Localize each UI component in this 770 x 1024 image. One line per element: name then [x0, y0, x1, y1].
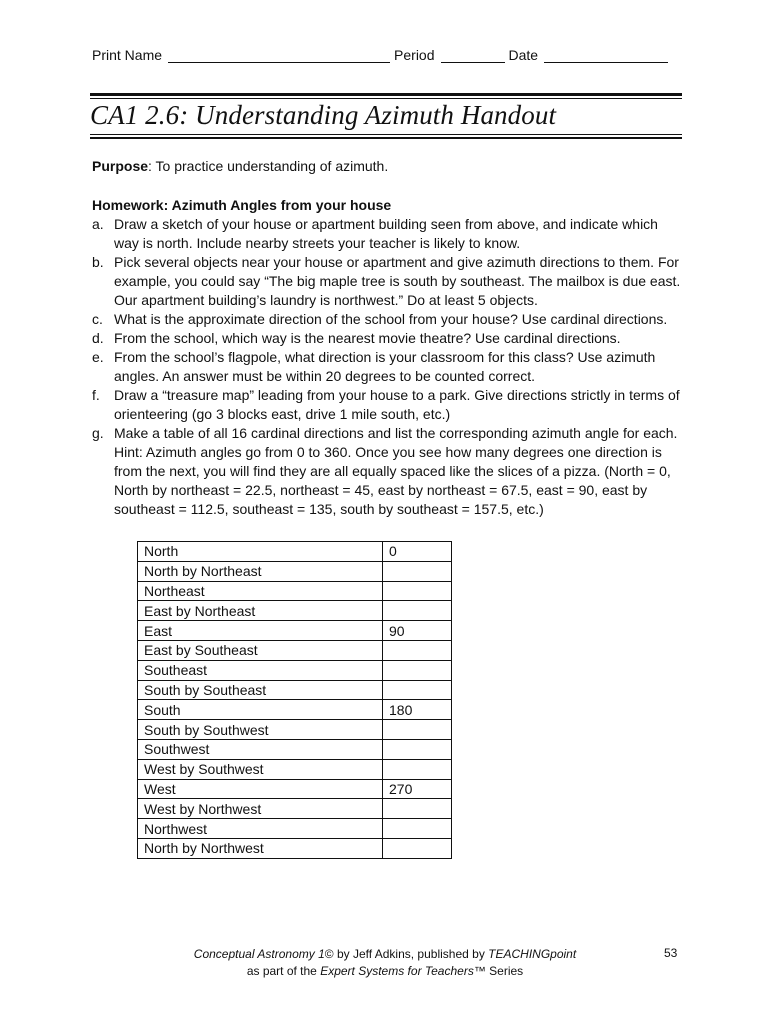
angle-cell: 90: [383, 621, 452, 641]
list-item: [92, 386, 684, 424]
direction-cell: South by Southeast: [138, 680, 383, 700]
page-title: CA1 2.6: Understanding Azimuth Handout: [90, 100, 557, 130]
list-item: [92, 215, 684, 253]
homework-heading: Homework: Azimuth Angles from your house: [92, 197, 392, 213]
table-row: [138, 561, 452, 581]
direction-cell: West: [138, 779, 383, 799]
table-row: [138, 819, 452, 839]
angle-cell: [383, 759, 452, 779]
item-text: Draw a “treasure map” leading from your house to a park. Give directions strictly in terms of orienteering (go 3 blocks east, drive 1 mile south, etc.): [114, 387, 680, 422]
list-item: [92, 253, 684, 310]
list-item: [92, 310, 684, 329]
angle-cell: [383, 819, 452, 839]
table-row: [138, 720, 452, 740]
direction-cell: Northeast: [138, 581, 383, 601]
item-text: What is the approximate direction of the school from your house? Use cardinal directions.: [114, 311, 668, 327]
table-row: [138, 601, 452, 621]
period-blank: [441, 48, 505, 63]
publisher-name: TEACHINGpoint: [488, 947, 577, 961]
book-title: Conceptual Astronomy 1: [193, 947, 325, 961]
list-item: [92, 348, 684, 386]
table-row: [138, 700, 452, 720]
item-text: Make a table of all 16 cardinal directions and list the corresponding azimuth angle for each. Hint: Azimuth angles go from 0 to 360. Once you see how many degrees one direction is from the next, you will find they are all equally spaced like the slices of a pizza. (North = 0, North by northeast = 22.5, northeast = 45, east by northeast = 67.5, east = 90, east by southeast = 112.5, southeast = 135, south by southeast = 157.5, etc.): [114, 425, 678, 517]
item-letter: b.: [92, 254, 104, 270]
table-row: [138, 838, 452, 858]
direction-cell: East: [138, 621, 383, 641]
item-letter: a.: [92, 216, 104, 232]
direction-cell: West by Northwest: [138, 799, 383, 819]
footer-line-1: [180, 946, 590, 963]
angle-cell: [383, 739, 452, 759]
direction-cell: North by Northeast: [138, 561, 383, 581]
angle-cell: 270: [383, 779, 452, 799]
print-name-label: Print Name: [92, 47, 163, 63]
page-number: 53: [664, 946, 678, 960]
direction-cell: Northwest: [138, 819, 383, 839]
direction-cell: South by Southwest: [138, 720, 383, 740]
direction-cell: South: [138, 700, 383, 720]
angle-cell: [383, 581, 452, 601]
azimuth-table: [137, 541, 452, 859]
student-info-header: [92, 47, 682, 63]
title-rule-top: [90, 93, 682, 96]
table-row: [138, 621, 452, 641]
item-text: Pick several objects near your house or apartment and give azimuth directions to them. For example, you could say “The big maple tree is south by southeast. The mailbox is due east. Our apartment building’s laundry is northwest.” Do at least 5 objects.: [114, 254, 681, 308]
angle-cell: 0: [383, 542, 452, 562]
print-name-blank: [168, 48, 390, 63]
item-text: Draw a sketch of your house or apartment building seen from above, and indicate which way is north. Include nearby streets your teacher is likely to know.: [114, 216, 658, 251]
direction-cell: North: [138, 542, 383, 562]
title-rule-bottom: [90, 137, 682, 139]
table-row: [138, 581, 452, 601]
purpose-text: : To practice understanding of azimuth.: [148, 158, 389, 174]
table-row: [138, 799, 452, 819]
item-text: From the school, which way is the nearest movie theatre? Use cardinal directions.: [114, 330, 621, 346]
table-row: [138, 739, 452, 759]
angle-cell: [383, 680, 452, 700]
table-row: [138, 680, 452, 700]
series-name: Expert Systems for Teachers™: [320, 964, 486, 978]
angle-cell: [383, 660, 452, 680]
list-item: [92, 424, 684, 519]
angle-cell: [383, 720, 452, 740]
title-rule-bottom-thin: [90, 134, 682, 135]
item-letter: g.: [92, 425, 104, 441]
purpose-label: Purpose: [92, 158, 149, 174]
footer-series-prefix: as part of the: [246, 964, 321, 978]
angle-cell: [383, 640, 452, 660]
footer-line-2: [180, 963, 590, 980]
direction-cell: East by Northeast: [138, 601, 383, 621]
homework-list: [92, 215, 684, 519]
footer-credit: © by Jeff Adkins, published by: [324, 947, 489, 961]
angle-cell: [383, 561, 452, 581]
direction-cell: North by Northwest: [138, 838, 383, 858]
angle-cell: [383, 601, 452, 621]
item-letter: f.: [92, 387, 100, 403]
angle-cell: 180: [383, 700, 452, 720]
period-label: Period: [394, 47, 435, 63]
date-label: Date: [508, 47, 539, 63]
table-row: [138, 759, 452, 779]
angle-cell: [383, 838, 452, 858]
table-row: [138, 779, 452, 799]
title-rule-top-thin: [90, 98, 682, 99]
direction-cell: East by Southeast: [138, 640, 383, 660]
footer-series-suffix: Series: [485, 964, 524, 978]
list-item: [92, 329, 684, 348]
angle-cell: [383, 799, 452, 819]
direction-cell: Southwest: [138, 739, 383, 759]
direction-cell: Southeast: [138, 660, 383, 680]
item-text: From the school’s flagpole, what direction is your classroom for this class? Use azimuth angles. An answer must be within 20 degrees to be counted correct.: [114, 349, 656, 384]
purpose-statement: [92, 157, 684, 176]
direction-cell: West by Southwest: [138, 759, 383, 779]
item-letter: e.: [92, 349, 104, 365]
table-row: [138, 640, 452, 660]
table-row: [138, 660, 452, 680]
page-footer: [180, 946, 590, 980]
table-row: [138, 542, 452, 562]
item-letter: d.: [92, 330, 104, 346]
date-blank: [544, 48, 668, 63]
item-letter: c.: [92, 311, 103, 327]
